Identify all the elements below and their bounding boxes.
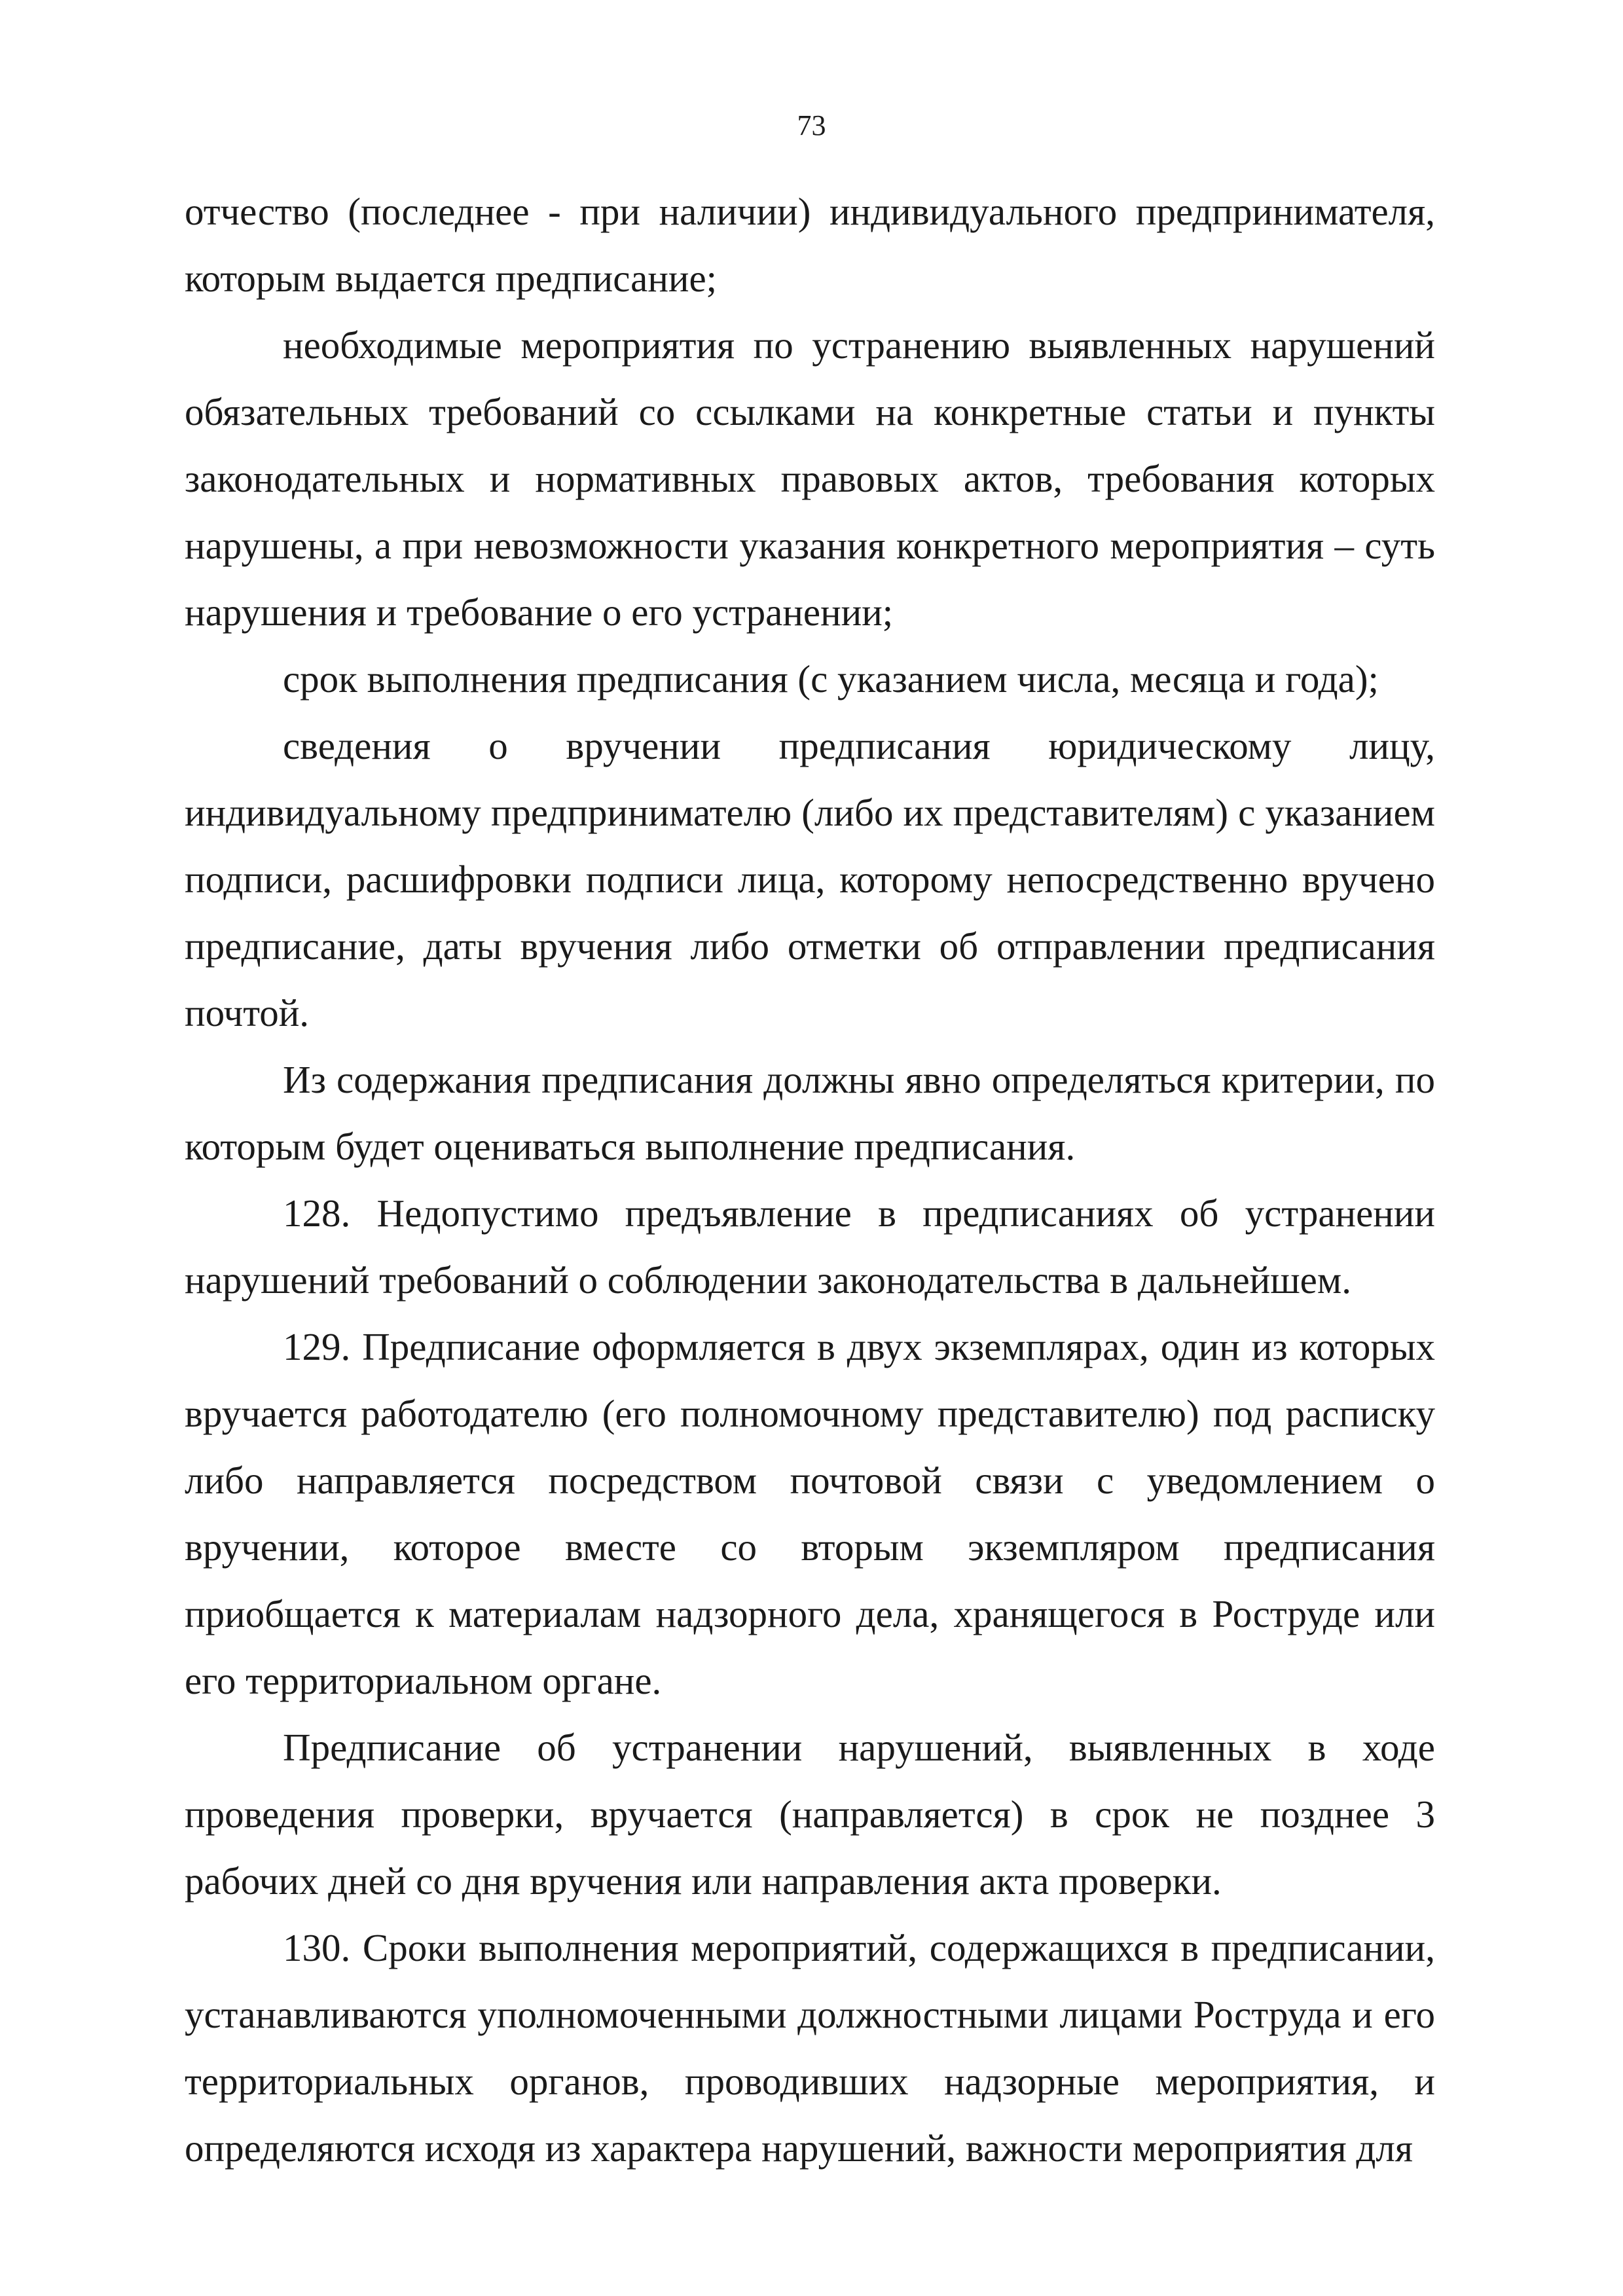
paragraph-delivery-info: сведения о вручении предписания юридическому лицу, индивидуальному предпринимателю (либо их представителям) с указанием подписи, расшифровки подписи лица, которому непосредственно вручено предписание, даты вручения либо отметки об отправлении предписания почтой. — [185, 724, 1435, 1034]
document-body — [185, 178, 1435, 2181]
paragraph-129: 129. Предписание оформляется в двух экземплярах, один из которых вручается работодателю (его полномочному представителю) под расписку либо направляется посредством почтовой связи с уведомлением о вручении, которое вместе со вторым экземпляром предписания приобщается к материалам надзорного дела, хранящегося в Роструде или его территориальном органе. — [185, 1325, 1435, 1702]
paragraph-128: 128. Недопустимо предъявление в предписаниях об устранении нарушений требований о соблюдении законодательства в дальнейшем. — [185, 1192, 1435, 1302]
paragraph-130: 130. Сроки выполнения мероприятий, содержащихся в предписании, устанавливаются уполномоченными должностными лицами Роструда и его территориальных органов, проводивших надзорные мероприятия, и определяются исходя из характера нарушений, важности мероприятия для — [185, 1926, 1435, 2170]
paragraph-deadline: срок выполнения предписания (с указанием числа, месяца и года); — [283, 657, 1379, 701]
paragraph-required-measures: необходимые мероприятия по устранению выявленных нарушений обязательных требований со ссылками на конкретные статьи и пункты законодательных и нормативных правовых актов, требования которых нарушены, а при невозможности указания конкретного мероприятия – суть нарушения и требование о его устранении; — [185, 323, 1435, 634]
paragraph-delivery-deadline: Предписание об устранении нарушений, выявленных в ходе проведения проверки, вручается (направляется) в срок не позднее 3 рабочих дней со дня вручения или направления акта проверки. — [185, 1726, 1435, 1903]
paragraph-criteria: Из содержания предписания должны явно определяться критерии, по которым будет оцениваться выполнение предписания. — [185, 1058, 1435, 1168]
paragraph-ip-name-continuation: отчество (последнее - при наличии) индивидуального предпринимателя, которым выдается предписание; — [185, 190, 1435, 300]
page-number: 73 — [797, 109, 826, 141]
